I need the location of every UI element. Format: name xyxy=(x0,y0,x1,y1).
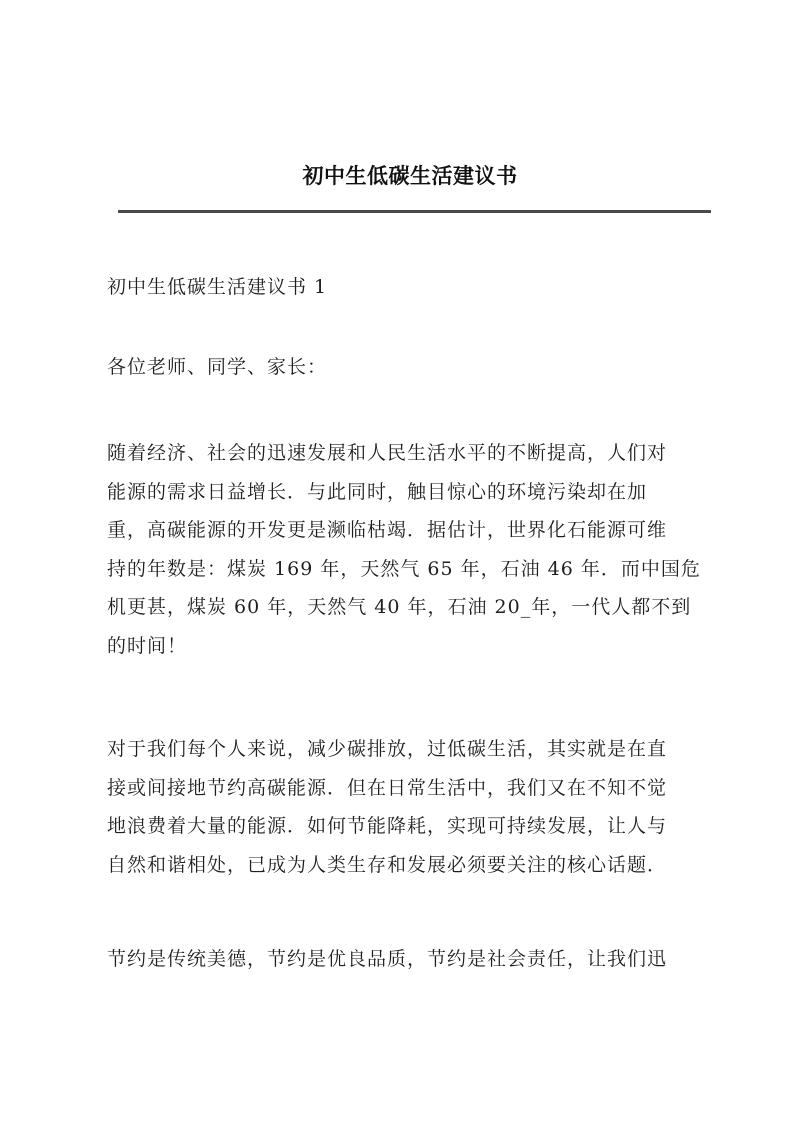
section-heading-text: 初中生低碳生活建议书 1 xyxy=(107,276,328,298)
paragraph-1 xyxy=(107,434,713,665)
paragraph-line: 对于我们每个人来说，减少碳排放，过低碳生活，其实就是在直 xyxy=(107,738,668,760)
section-heading xyxy=(107,268,713,307)
paragraph-2 xyxy=(107,730,713,884)
paragraph-line: 持的年数是：煤炭 169 年，天然气 65 年，石油 46 年．而中国危 xyxy=(107,557,701,580)
paragraph-line: 的时间！ xyxy=(107,634,188,657)
title-divider xyxy=(118,210,711,213)
paragraph-line: 接或间接地节约高碳能源．但在日常生活中，我们又在不知不觉 xyxy=(107,776,668,799)
paragraph-line: 地浪费着大量的能源．如何节能降耗，实现可持续发展，让人与 xyxy=(107,815,668,837)
paragraph-line: 重，高碳能源的开发更是濒临枯竭．据估计，世界化石能源可维 xyxy=(107,519,668,541)
paragraph-line: 能源的需求日益增长．与此同时，触目惊心的环境污染却在加 xyxy=(107,480,648,503)
salutation xyxy=(107,348,713,387)
paragraph-line: 自然和谐相处，已成为人类生存和发展必须要关注的核心话题． xyxy=(107,853,668,876)
paragraph-line: 节约是传统美德，节约是优良品质，节约是社会责任，让我们迅 xyxy=(107,948,668,970)
salutation-text: 各位老师、同学、家长： xyxy=(107,356,328,378)
document-title: 初中生低碳生活建议书 xyxy=(302,163,518,188)
paragraph-line: 随着经济、社会的迅速发展和人民生活水平的不断提高，人们对 xyxy=(107,442,668,464)
paragraph-line: 机更甚，煤炭 60 年，天然气 40 年，石油 20_年，一代人都不到 xyxy=(107,596,692,618)
paragraph-3 xyxy=(107,940,713,979)
